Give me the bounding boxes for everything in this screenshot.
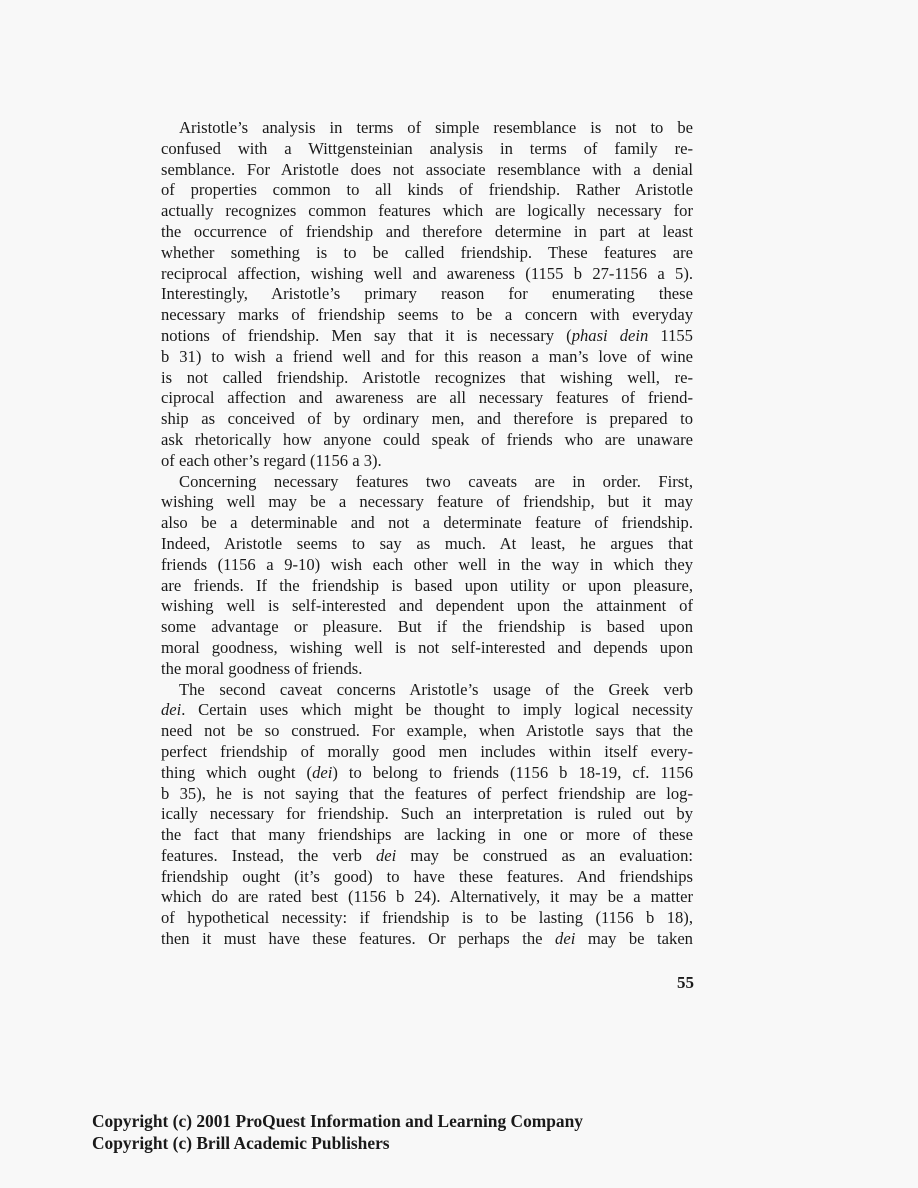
text-line: notions of friendship. Men say that it is necessary (phasi dein 1155 — [161, 325, 693, 345]
text-line: whether something is to be called friendship. These features are — [161, 242, 693, 262]
text-line: thing which ought (dei) to belong to friends (1156 b 18-19, cf. 1156 — [161, 762, 693, 782]
text-line: ship as conceived of by ordinary men, and therefore is prepared to — [161, 409, 693, 429]
text-line: semblance. For Aristotle does not associate resemblance with a denial — [161, 159, 693, 179]
text-line: the fact that many friendships are lacking in one or more of these — [161, 825, 693, 845]
text-line: which do are rated best (1156 b 24). Alternatively, it may be a matter — [161, 887, 693, 907]
text-line: ically necessary for friendship. Such an interpretation is ruled out by — [161, 804, 693, 824]
copyright-line: Copyright (c) 2001 ProQuest Information and Learning Company — [92, 1111, 583, 1131]
text-line: necessary marks of friendship seems to be a concern with everyday — [161, 305, 693, 325]
text-line: confused with a Wittgensteinian analysis in terms of family re- — [161, 138, 693, 158]
text-line: perfect friendship of morally good men includes within itself every- — [161, 741, 693, 761]
page-number: 55 — [677, 973, 694, 992]
text-line: are friends. If the friendship is based upon utility or upon pleasure, — [161, 575, 693, 595]
text-line: of each other’s regard (1156 a 3). — [161, 450, 382, 470]
text-line: reciprocal affection, wishing well and awareness (1155 b 27-1156 a 5). — [161, 263, 693, 283]
text-line: Indeed, Aristotle seems to say as much. At least, he argues that — [161, 533, 693, 553]
text-line: also be a determinable and not a determinate feature of friendship. — [161, 513, 693, 533]
text-line: Interestingly, Aristotle’s primary reason for enumerating these — [161, 284, 693, 304]
text-line: friendship ought (it’s good) to have these features. And friendships — [161, 866, 693, 886]
copyright-notice — [92, 1110, 583, 1154]
text-line: the occurrence of friendship and therefore determine in part at least — [161, 221, 693, 241]
text-line: need not be so construed. For example, when Aristotle says that the — [161, 721, 693, 741]
text-line: ciprocal affection and awareness are all necessary features of friend- — [161, 388, 693, 408]
text-line: is not called friendship. Aristotle recognizes that wishing well, re- — [161, 367, 693, 387]
text-line: then it must have these features. Or perhaps the dei may be taken — [161, 929, 693, 949]
text-line: wishing well may be a necessary feature of friendship, but it may — [161, 492, 693, 512]
text-line: actually recognizes common features which are logically necessary for — [161, 201, 693, 221]
text-line: friends (1156 a 9-10) wish each other well in the way in which they — [161, 554, 693, 574]
text-line: dei. Certain uses which might be thought to imply logical necessity — [161, 700, 693, 720]
text-line: moral goodness, wishing well is not self-interested and depends upon — [161, 637, 693, 657]
text-line: wishing well is self-interested and dependent upon the attainment of — [161, 596, 693, 616]
text-line: Aristotle’s analysis in terms of simple resemblance is not to be — [179, 118, 693, 137]
text-line: of properties common to all kinds of friendship. Rather Aristotle — [161, 180, 693, 200]
text-line: b 35), he is not saying that the features of perfect friendship are log- — [161, 783, 693, 803]
text-line: ask rhetorically how anyone could speak of friends who are unaware — [161, 429, 693, 449]
text-line: the moral goodness of friends. — [161, 658, 363, 678]
body-text — [161, 118, 693, 950]
text-line: of hypothetical necessity: if friendship is to be lasting (1156 b 18), — [161, 908, 693, 928]
text-line: The second caveat concerns Aristotle’s usage of the Greek verb — [179, 679, 693, 699]
text-line: features. Instead, the verb dei may be construed as an evaluation: — [161, 845, 694, 865]
copyright-line: Copyright (c) Brill Academic Publishers — [92, 1133, 390, 1153]
text-line: Concerning necessary features two caveats are in order. First, — [179, 471, 693, 491]
text-line: b 31) to wish a friend well and for this reason a man’s love of wine — [161, 346, 693, 366]
text-line: some advantage or pleasure. But if the friendship is based upon — [161, 617, 693, 637]
